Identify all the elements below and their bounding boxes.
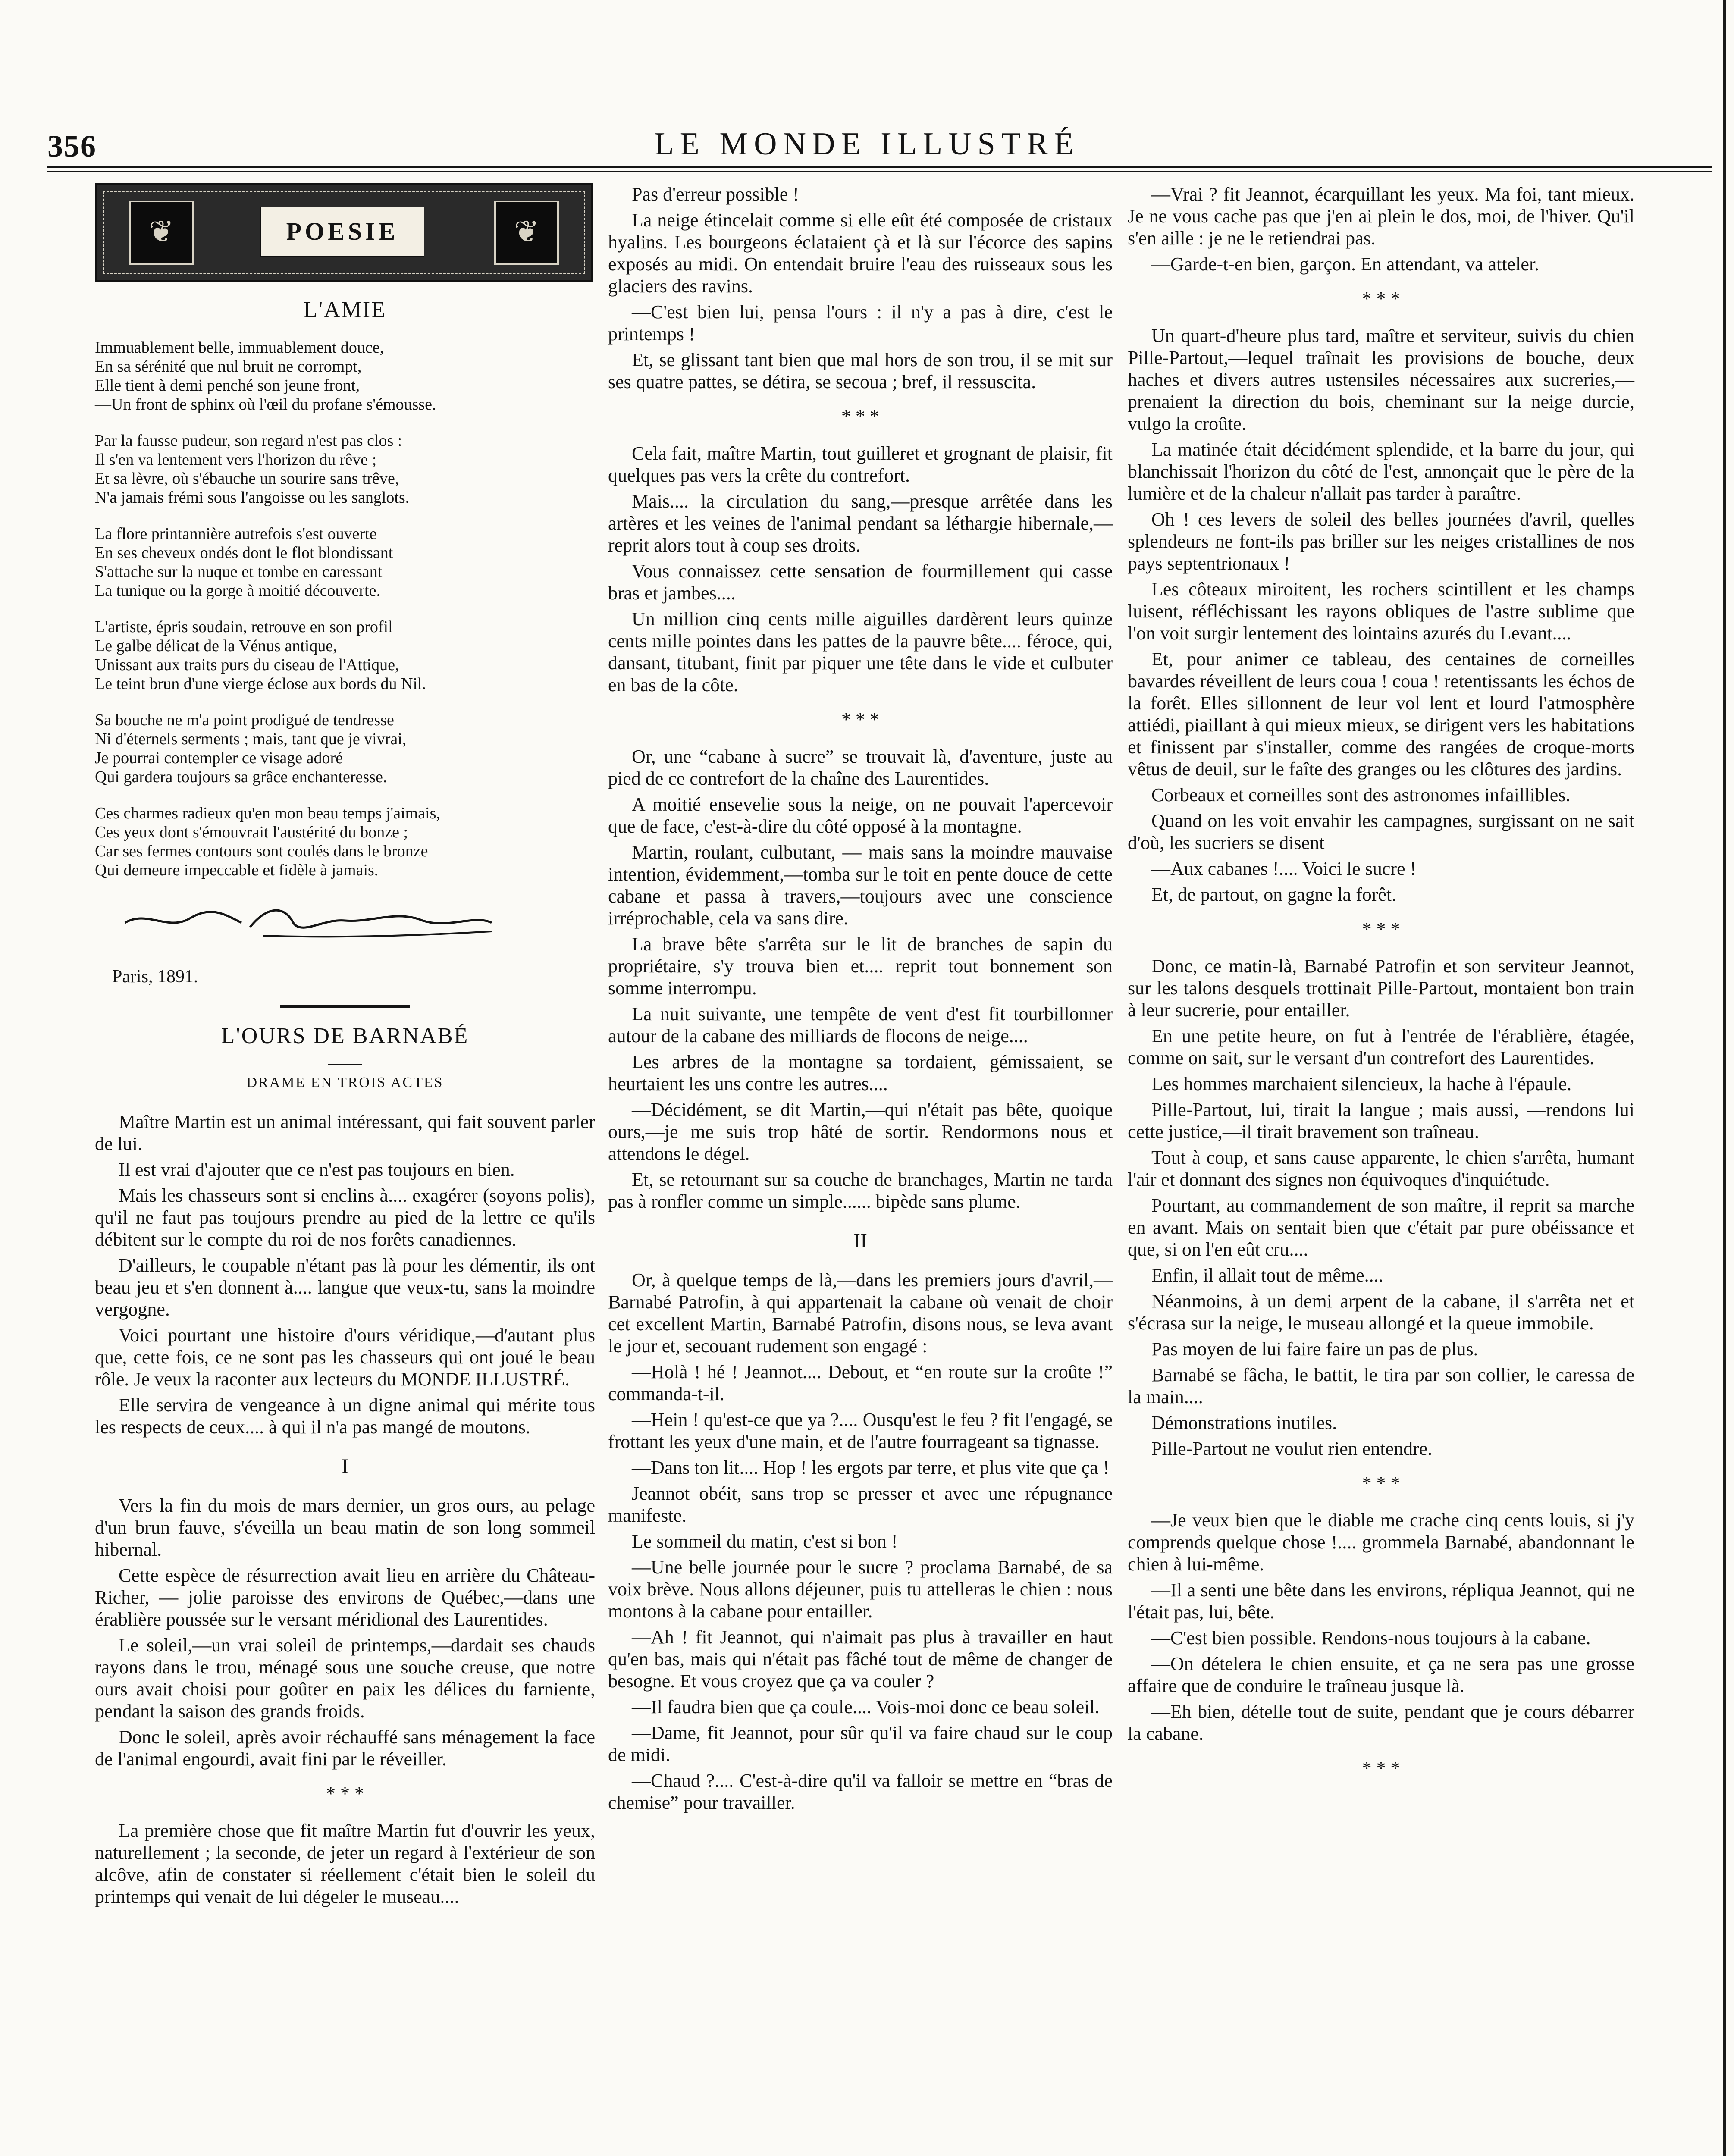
paragraph: Pille-Partout, lui, tirait la langue ; mais aussi, —rendons lui cette justice,—il tirait bravement son traîneau. bbox=[1128, 1099, 1634, 1142]
paragraph: Vers la fin du mois de mars dernier, un gros ours, au pelage d'un brun fauve, s'éveilla un beau matin de son long sommeil hibernal. bbox=[95, 1495, 595, 1560]
verse-line: Sa bouche ne m'a point prodigué de tendresse bbox=[95, 711, 394, 729]
paragraph: Tout à coup, et sans cause apparente, le chien s'arrêta, humant l'air et donnant des signes non équivoques d'inquiétude. bbox=[1128, 1147, 1634, 1190]
paragraph: La première chose que fit maître Martin fut d'ouvrir les yeux, naturellement ; la seconde, de jeter un regard à l'extérieur de son alcôve, afin de constater si réellement c'était bien le soleil du printemps qui venait de lui dégeler le museau.... bbox=[95, 1820, 595, 1907]
stanza-4 bbox=[95, 617, 595, 693]
paragraph: —Je veux bien que le diable me crache cinq cents louis, si j'y comprends quelque chose !.... grommela Barnabé, abandonnant le chien à lui-même. bbox=[1128, 1510, 1634, 1575]
poetry-banner bbox=[95, 183, 593, 282]
paragraph: Pourtant, au commandement de son maître, il reprit sa marche en avant. Mais on sentait bien que c'était par pure obéissance et que, si on l'en eût cru.... bbox=[1128, 1195, 1634, 1260]
paragraph: Le soleil,—un vrai soleil de printemps,—dardait ses chauds rayons dans le trou, ménagé sous une souche creuse, que notre ours avait choisi pour goûter en paix les délices du farniente, pendant la saison des grands froids. bbox=[95, 1635, 595, 1722]
stanza-3 bbox=[95, 524, 595, 600]
asterism-icon: * * * bbox=[1362, 288, 1400, 309]
paragraph: Martin, roulant, culbutant, — mais sans la moindre mauvaise intention, évidemment,—tomba sur le toit en pente douce de cette cabane et passa à travers,—toujours avec une conscience irréprochable, cela va sans dire. bbox=[608, 842, 1113, 929]
paragraph: —Il faudra bien que ça coule.... Vois-moi donc ce beau soleil. bbox=[632, 1696, 1100, 1717]
stanza-5 bbox=[95, 711, 595, 787]
verse-line: Car ses fermes contours sont coulés dans le bronze bbox=[95, 842, 428, 860]
verse-line: En ses cheveux ondés dont le flot blondissant bbox=[95, 544, 393, 562]
verse-line: L'artiste, épris soudain, retrouve en son profil bbox=[95, 618, 393, 636]
paragraph: Il est vrai d'ajouter que ce n'est pas toujours en bien. bbox=[119, 1159, 515, 1180]
story-title: L'OURS DE BARNABÉ bbox=[221, 1024, 469, 1048]
asterism-icon: * * * bbox=[1362, 918, 1400, 940]
paragraph: Pas moyen de lui faire faire un pas de plus. bbox=[1151, 1338, 1478, 1360]
journal-title: LE MONDE ILLUSTRÉ bbox=[654, 126, 1080, 162]
paragraph: Et, se retournant sur sa couche de branchages, Martin ne tarda pas à ronfler comme un simple...... bipède sans plume. bbox=[608, 1169, 1113, 1212]
poem-place-date: Paris, 1891. bbox=[112, 967, 198, 987]
column-3 bbox=[1128, 183, 1634, 1794]
verse-line: La tunique ou la gorge à moitié découverte. bbox=[95, 582, 380, 600]
paragraph: Elle servira de vengeance à un digne animal qui mérite tous les respects de ceux.... à qui il n'a pas mangé de moutons. bbox=[95, 1395, 595, 1438]
portrait-medallion-left-icon: ❦ bbox=[129, 201, 194, 265]
paragraph: Voici pourtant une histoire d'ours véridique,—d'autant plus que, cette fois, ce ne sont pas les chasseurs qui ont joué le beau rôle. Je veux la raconter aux lecteurs du MONDE ILLUSTRÉ. bbox=[95, 1325, 595, 1390]
verse-line: Unissant aux traits purs du ciseau de l'Attique, bbox=[95, 656, 399, 674]
section-heading-1: I bbox=[342, 1455, 348, 1478]
paragraph: Mais les chasseurs sont si enclins à.... exagérer (soyons polis), qu'il ne faut pas toujours prendre au pied de la lettre ce qu'ils débitent sur le compte du roi de nos forêts canadiennes. bbox=[95, 1185, 595, 1250]
paragraph: —Dame, fit Jeannot, pour sûr qu'il va faire chaud sur le coup de midi. bbox=[608, 1722, 1113, 1765]
verse-line: Le teint brun d'une vierge éclose aux bords du Nil. bbox=[95, 675, 426, 693]
paragraph: —C'est bien lui, pensa l'ours : il n'y a pas à dire, c'est le printemps ! bbox=[608, 301, 1113, 345]
asterism-icon: * * * bbox=[841, 406, 879, 427]
paragraph: Cette espèce de résurrection avait lieu en arrière du Château-Richer, — jolie paroisse des environs de Québec,—dans une érablière poussée sur le versant méridional des Laurentides. bbox=[95, 1565, 595, 1630]
paragraph: —Une belle journée pour le sucre ? proclama Barnabé, de sa voix brève. Nous allons déjeuner, puis tu attelleras le chien : nous montons à la cabane pour entailler. bbox=[608, 1557, 1113, 1622]
paragraph: —Chaud ?.... C'est-à-dire qu'il va falloir se mettre en “bras de chemise” pour travailler. bbox=[608, 1770, 1113, 1813]
verse-line: Immuablement belle, immuablement douce, bbox=[95, 338, 384, 357]
paragraph: La nuit suivante, une tempête de vent d'est fit tourbillonner autour de la cabane des milliards de flocons de neige.... bbox=[608, 1003, 1113, 1047]
paragraph: En une petite heure, on fut à l'entrée de l'érablière, étagée, comme on sait, sur le versant d'un contrefort des Laurentides. bbox=[1128, 1025, 1634, 1069]
asterism-icon: * * * bbox=[1362, 1758, 1400, 1779]
paragraph: Mais.... la circulation du sang,—presque arrêtée dans les artères et les veines de l'animal pendant sa léthargie hibernale,—reprit alors tout à coup ses droits. bbox=[608, 491, 1113, 556]
paragraph: Pas d'erreur possible ! bbox=[632, 184, 799, 205]
paragraph: Quand on les voit envahir les campagnes, surgissant on ne sait d'où, les sucriers se disent bbox=[1128, 810, 1634, 853]
paragraph: —Dans ton lit.... Hop ! les ergots par terre, et plus vite que ça ! bbox=[632, 1457, 1110, 1478]
verse-line: Le galbe délicat de la Vénus antique, bbox=[95, 637, 337, 655]
verse-line: En sa sérénité que nul bruit ne corrompt, bbox=[95, 357, 362, 376]
verse-line: Je pourrai contempler ce visage adoré bbox=[95, 749, 343, 767]
paragraph: Enfin, il allait tout de même.... bbox=[1151, 1265, 1383, 1286]
paragraph: —Garde-t-en bien, garçon. En attendant, va atteler. bbox=[1151, 254, 1540, 275]
paragraph: —Vrai ? fit Jeannot, écarquillant les yeux. Ma foi, tant mieux. Je ne vous cache pas que j'en ai plein le dos, moi, de l'hiver. Qu'il s'en aille : je ne le retiendrai pas. bbox=[1128, 184, 1634, 249]
poem-title: L'AMIE bbox=[303, 298, 386, 322]
paragraph: La neige étincelait comme si elle eût été composée de cristaux hyalins. Les bourgeons éclataient çà et là sur l'écorce des sapins exposés au midi. On entendait bruire l'eau des ruisseaux sous les glaciers des ravins. bbox=[608, 210, 1113, 297]
paragraph: D'ailleurs, le coupable n'étant pas là pour les démentir, ils ont beau jeu et s'en donnent à.... langue que veux-tu, sans la moindre vergogne. bbox=[95, 1255, 595, 1320]
paragraph: —Il a senti une bête dans les environs, répliqua Jeannot, qui ne l'était pas, lui, bête. bbox=[1128, 1579, 1634, 1623]
paragraph: Néanmoins, à un demi arpent de la cabane, il s'arrêta net et s'écrasa sur la neige, le museau allongé et la queue immobile. bbox=[1128, 1291, 1634, 1334]
verse-line: S'attache sur la nuque et tombe en caressant bbox=[95, 563, 383, 581]
asterism-icon: * * * bbox=[841, 709, 879, 730]
signature-scribble-icon bbox=[121, 897, 500, 944]
verse-line: Par la fausse pudeur, son regard n'est pas clos : bbox=[95, 432, 402, 450]
title-divider bbox=[328, 1064, 362, 1065]
paragraph: Or, une “cabane à sucre” se trouvait là, d'aventure, juste au pied de ce contrefort de la chaîne des Laurentides. bbox=[608, 746, 1113, 789]
page-number: 356 bbox=[47, 129, 97, 163]
portrait-medallion-right-icon: ❦ bbox=[494, 201, 559, 265]
poem-body bbox=[95, 338, 595, 880]
paragraph: Le sommeil du matin, c'est si bon ! bbox=[632, 1531, 898, 1552]
column-1 bbox=[95, 183, 595, 1912]
page-edge-border bbox=[1723, 0, 1726, 2156]
asterism-icon: * * * bbox=[326, 1783, 364, 1804]
verse-line: Il s'en va lentement vers l'horizon du rêve ; bbox=[95, 451, 377, 469]
paragraph: Donc le soleil, après avoir réchauffé sans ménagement la face de l'animal engourdi, avait fini par le réveiller. bbox=[95, 1727, 595, 1770]
paragraph: Barnabé se fâcha, le battit, le tira par son collier, le caressa de la main.... bbox=[1128, 1364, 1634, 1407]
verse-line: —Un front de sphinx où l'œil du profane s'émousse. bbox=[95, 395, 436, 414]
paragraph: Or, à quelque temps de là,—dans les premiers jours d'avril,—Barnabé Patrofin, à qui appartenait la cabane où venait de choir cet excellent Martin, Barnabé Patrofin, disons nous, se leva avant le jour et, secouant rudement son engagé : bbox=[608, 1269, 1113, 1357]
paragraph: Corbeaux et corneilles sont des astronomes infaillibles. bbox=[1151, 784, 1571, 805]
paragraph: Démonstrations inutiles. bbox=[1151, 1412, 1337, 1433]
verse-line: La flore printannière autrefois s'est ouverte bbox=[95, 525, 377, 543]
paragraph: Un million cinq cents mille aiguilles dardèrent leurs quinze cents mille pointes dans les pattes de la pauvre bête.... féroce, qui, dansant, titubant, finit par piquer une tête dans le vide et culbuter en bas de la côte. bbox=[608, 608, 1113, 696]
paragraph: —Ah ! fit Jeannot, qui n'aimait pas plus à travailler en haut qu'en bas, mais qui n'était pas fâché tout de même de changer de besogne. Et vous croyez que ça va couler ? bbox=[608, 1626, 1113, 1692]
story-subtitle: DRAME EN TROIS ACTES bbox=[246, 1075, 444, 1091]
paragraph: Vous connaissez cette sensation de fourmillement qui casse bras et jambes.... bbox=[608, 561, 1113, 604]
paragraph: Pille-Partout ne voulut rien entendre. bbox=[1151, 1438, 1433, 1459]
poetry-label: POESIE bbox=[260, 207, 424, 257]
paragraph: —Décidément, se dit Martin,—qui n'était pas bête, quoique ours,—je me suis trop hâté de sortir. Rendormons nous et attendons le dégel. bbox=[608, 1099, 1113, 1164]
stanza-1 bbox=[95, 338, 595, 414]
verse-line: Ni d'éternels serments ; mais, tant que je vivrai, bbox=[95, 730, 407, 748]
verse-line: Et sa lèvre, où s'ébauche un sourire sans trêve, bbox=[95, 470, 399, 488]
paragraph: A moitié ensevelie sous la neige, on ne pouvait l'apercevoir que de face, c'est-à-dire du côté opposé à la montagne. bbox=[608, 794, 1113, 837]
paragraph: Les côteaux miroitent, les rochers scintillent et les champs luisent, réfléchissant les rayons obliques de l'astre sublime que l'on voit surgir lentement des lointains azurés du Levant.... bbox=[1128, 579, 1634, 644]
paragraph: Un quart-d'heure plus tard, maître et serviteur, suivis du chien Pille-Partout,—lequel traînait les provisions de bouche, deux haches et divers autres ustensiles nécessaires aux sucreries,—prenaient la direction du bois, cheminant sur la neige durcie, vulgo la croûte. bbox=[1128, 325, 1634, 434]
asterism-icon: * * * bbox=[1362, 1473, 1400, 1494]
verse-line: Qui gardera toujours sa grâce enchanteresse. bbox=[95, 768, 387, 786]
verse-line: Elle tient à demi penché son jeune front, bbox=[95, 376, 360, 395]
section-divider bbox=[280, 1005, 410, 1008]
paragraph: Les arbres de la montagne sa tordaient, gémissaient, se heurtaient les uns contre les autres.... bbox=[608, 1051, 1113, 1094]
paragraph: Et, pour animer ce tableau, des centaines de corneilles bavardes réveillent de leurs coua ! coua ! retentissants les échos de la forêt. Elles sillonnent de leur vol lent et lourd l'atmosphère attiédi, piaillant à qui mieux mieux, se dirigent vers les habitations et finissent par s'installer, comme des rangées de croque-morts vêtus de deuil, sur le faîte des granges ou les clôtures des jardins. bbox=[1128, 649, 1634, 780]
verse-line: Ces yeux dont s'émouvrait l'austérité du bonze ; bbox=[95, 823, 408, 841]
handwritten-signature bbox=[95, 897, 595, 949]
paragraph: —Aux cabanes !.... Voici le sucre ! bbox=[1151, 858, 1417, 879]
stanza-2 bbox=[95, 431, 595, 507]
section-heading-2: II bbox=[853, 1229, 867, 1252]
verse-line: N'a jamais frémi sous l'angoisse ou les sanglots. bbox=[95, 489, 410, 507]
paragraph: La brave bête s'arrêta sur le lit de branches de sapin du propriétaire, s'y trouva bien et.... reprit tout bonnement son somme interrompu. bbox=[608, 934, 1113, 999]
paragraph: Oh ! ces levers de soleil des belles journées d'avril, quelles splendeurs ne font-ils pas briller sur les neiges cristallines de nos pays septentrionaux ! bbox=[1128, 509, 1634, 574]
paragraph: —C'est bien possible. Rendons-nous toujours à la cabane. bbox=[1151, 1627, 1591, 1648]
paragraph: —Hein ! qu'est-ce que ya ?.... Ousqu'est le feu ? fit l'engagé, se frottant les yeux d'une main, et de l'autre fourrageant sa tignasse. bbox=[608, 1409, 1113, 1452]
paragraph: Jeannot obéit, sans trop se presser et avec une répugnance manifeste. bbox=[608, 1483, 1113, 1526]
verse-line: Qui demeure impeccable et fidèle à jamais. bbox=[95, 861, 379, 879]
paragraph: —Holà ! hé ! Jeannot.... Debout, et “en route sur la croûte !” commanda-t-il. bbox=[608, 1361, 1113, 1404]
paragraph: La matinée était décidément splendide, et la barre du jour, qui blanchissait l'horizon du côté de l'est, annonçait que le père de la lumière et de la chaleur n'allait pas tarder à paraître. bbox=[1128, 439, 1634, 504]
paragraph: Et, de partout, on gagne la forêt. bbox=[1151, 884, 1397, 905]
paragraph: Cela fait, maître Martin, tout guilleret et grognant de plaisir, fit quelques pas vers la crête du contrefort. bbox=[608, 443, 1113, 486]
paragraph: Maître Martin est un animal intéressant, qui fait souvent parler de lui. bbox=[95, 1111, 595, 1154]
column-2 bbox=[608, 183, 1113, 1818]
paragraph: —On dételera le chien ensuite, et ça ne sera pas une grosse affaire que de conduire le traîneau jusque là. bbox=[1128, 1653, 1634, 1696]
verse-line: Ces charmes radieux qu'en mon beau temps j'aimais, bbox=[95, 804, 440, 822]
paragraph: Et, se glissant tant bien que mal hors de son trou, il se mit sur ses quatre pattes, se détira, se secoua ; bref, il ressuscita. bbox=[608, 349, 1113, 392]
paragraph: Les hommes marchaient silencieux, la hache à l'épaule. bbox=[1151, 1073, 1572, 1094]
paragraph: —Eh bien, dételle tout de suite, pendant que je cours débarrer la cabane. bbox=[1128, 1701, 1634, 1744]
paragraph: Donc, ce matin-là, Barnabé Patrofin et son serviteur Jeannot, sur les talons desquels trottinait Pille-Partout, montaient bon train à leur sucrerie, pour entailler. bbox=[1128, 956, 1634, 1021]
stanza-6 bbox=[95, 804, 595, 880]
header-rule bbox=[47, 166, 1712, 172]
